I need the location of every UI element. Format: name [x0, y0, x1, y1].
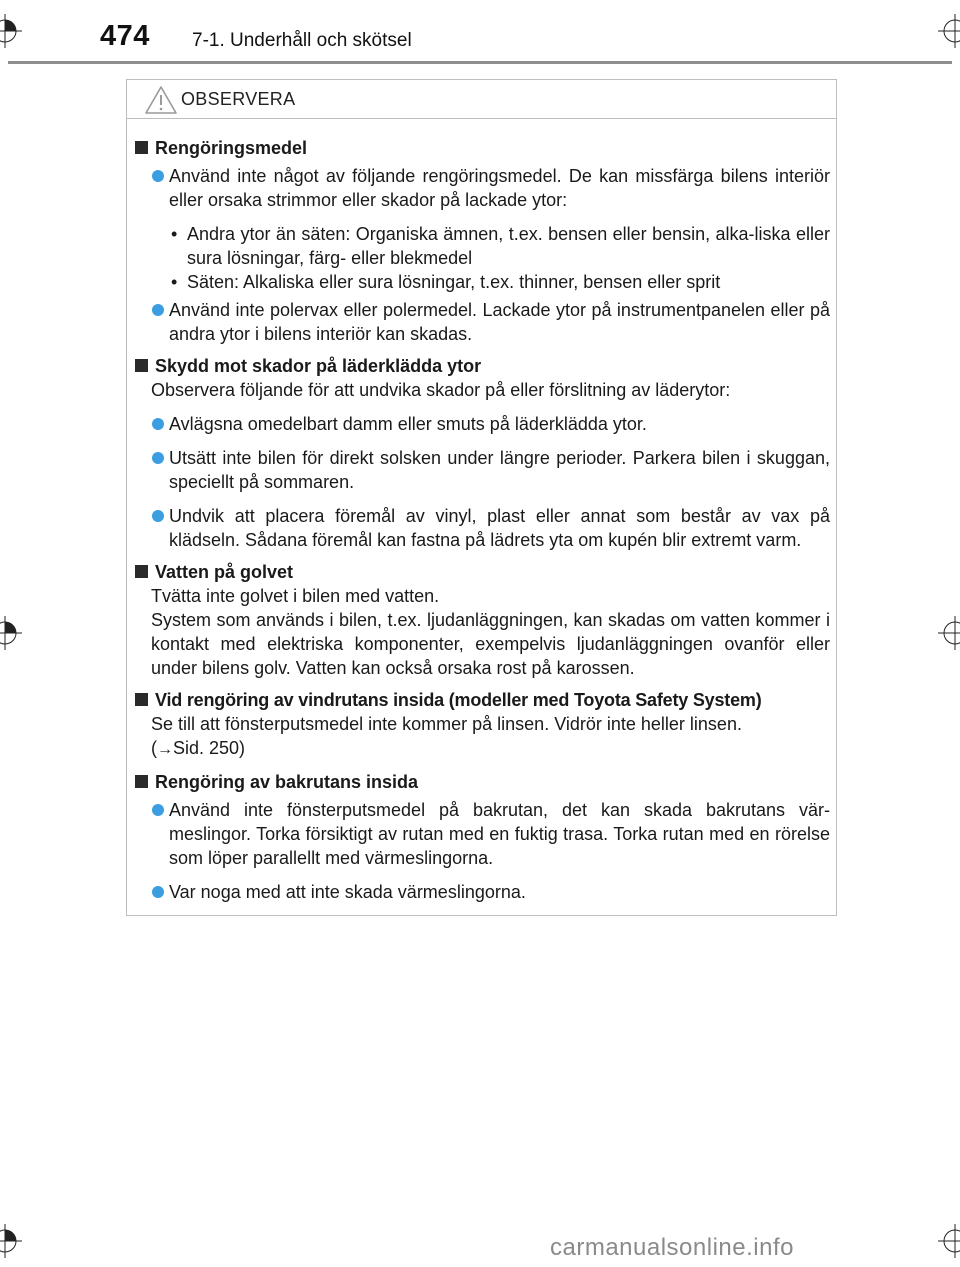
section-text: System som används i bilen, t.ex. ljudanläggningen, kan skadas om vatten kommer i kontakt med elektriska komponenter, exempelvis ljudanläggningen ovanför eller under bilens golv. Vatten kan också orsaka rost på karossen.	[151, 610, 830, 678]
section-heading-text: Vid rengöring av vindrutans insida (modeller med Toyota Safety System)	[155, 690, 762, 710]
square-bullet-icon	[135, 693, 148, 706]
warning-triangle-icon	[144, 85, 178, 115]
page-reference[interactable]: Sid. 250)	[173, 738, 246, 758]
section-intro: Observera följande för att undvika skador på eller förslitning av läderytor:	[151, 380, 731, 400]
list-item-text: Avlägsna omedelbart damm eller smuts på läderklädda ytor.	[169, 414, 647, 434]
list-item	[169, 504, 830, 552]
page-ref-open: (	[151, 738, 157, 758]
section-heading-text: Rengöringsmedel	[155, 138, 308, 158]
section-heading	[131, 560, 838, 584]
list-item-text: Undvik att placera föremål av vinyl, plast eller annat som består av vax på klädseln. Sådana föremål kan fastna på lädrets yta om kupén blir extremt varm.	[169, 506, 830, 550]
caution-content	[127, 136, 838, 912]
list-item-text: Var noga med att inte skada värmeslingorna.	[169, 882, 526, 902]
list-item	[169, 798, 830, 870]
round-bullet-icon	[152, 170, 164, 182]
sub-list-item	[171, 222, 830, 270]
square-bullet-icon	[135, 141, 148, 154]
section-leather-protection	[127, 354, 838, 552]
section-heading-text: Skydd mot skador på läderklädda ytor	[155, 356, 482, 376]
registration-mark-mid-left	[0, 616, 22, 650]
registration-mark-mid-right	[938, 616, 960, 650]
list-item	[169, 880, 830, 904]
sub-list-item-text: Säten: Alkaliska eller sura lösningar, t.ex. thinner, bensen eller sprit	[187, 272, 721, 292]
section-heading-text: Vatten på golvet	[155, 562, 294, 582]
list-item-text: Använd inte fönsterputsmedel på bakrutan, det kan skada bakrutans vär-meslingor. Torka försiktigt av rutan med en fuktig trasa. Torka rutan med en rörelse som löper parallellt med värmeslingorna.	[169, 800, 830, 868]
caution-label: OBSERVERA	[181, 89, 296, 109]
list-item	[169, 164, 830, 212]
square-bullet-icon	[135, 359, 148, 372]
dot-bullet-icon: •	[171, 272, 178, 292]
section-title: 7-1. Underhåll och skötsel	[192, 30, 412, 51]
page-number: 474	[100, 20, 150, 52]
registration-mark-bottom-right	[938, 1224, 960, 1258]
round-bullet-icon	[152, 418, 164, 430]
sub-list-item	[171, 270, 830, 294]
section-heading	[131, 770, 838, 794]
round-bullet-icon	[152, 510, 164, 522]
registration-mark-bottom-left	[0, 1224, 22, 1258]
dot-bullet-icon: •	[171, 224, 178, 244]
list-item-text: Använd inte något av följande rengöringsmedel. De kan missfärga bilens interiör eller orsaka strimmor eller skador på lackade ytor:	[169, 166, 830, 210]
section-heading	[131, 136, 838, 160]
section-text-body: Se till att fönsterputsmedel inte kommer på linsen. Vidrör inte heller linsen.	[151, 714, 742, 734]
round-bullet-icon	[152, 804, 164, 816]
page-header	[0, 0, 960, 64]
section-heading	[131, 354, 838, 378]
section-text	[151, 712, 830, 762]
sub-list-item-text: Andra ytor än säten: Organiska ämnen, t.ex. bensen eller bensin, alka-liska eller sura lösningar, färg- eller blekmedel	[187, 224, 830, 268]
round-bullet-icon	[152, 452, 164, 464]
list-item-text: Utsätt inte bilen för direkt solsken under längre perioder. Parkera bilen i skuggan, speciellt på sommaren.	[169, 448, 830, 492]
square-bullet-icon	[135, 565, 148, 578]
section-water-on-floor	[127, 560, 838, 680]
round-bullet-icon	[152, 304, 164, 316]
arrow-right-icon: →	[157, 741, 173, 758]
list-item	[169, 298, 830, 346]
section-heading-text: Rengöring av bakrutans insida	[155, 772, 419, 792]
header-divider	[8, 61, 952, 64]
section-text: Tvätta inte golvet i bilen med vatten.	[151, 586, 440, 606]
round-bullet-icon	[152, 886, 164, 898]
square-bullet-icon	[135, 775, 148, 788]
section-rear-window-inside	[127, 770, 838, 904]
section-heading	[131, 688, 838, 712]
section-windshield-inside	[127, 688, 838, 762]
caution-box	[126, 79, 837, 916]
list-item	[169, 412, 830, 436]
list-item-text: Använd inte polervax eller polermedel. Lackade ytor på instrumentpanelen eller på andra ytor i bilens interiör kan skadas.	[169, 300, 830, 344]
watermark: carmanualsonline.info	[550, 1234, 794, 1261]
caution-header	[127, 80, 836, 119]
list-item	[169, 446, 830, 494]
section-cleaning-agents	[127, 136, 838, 346]
